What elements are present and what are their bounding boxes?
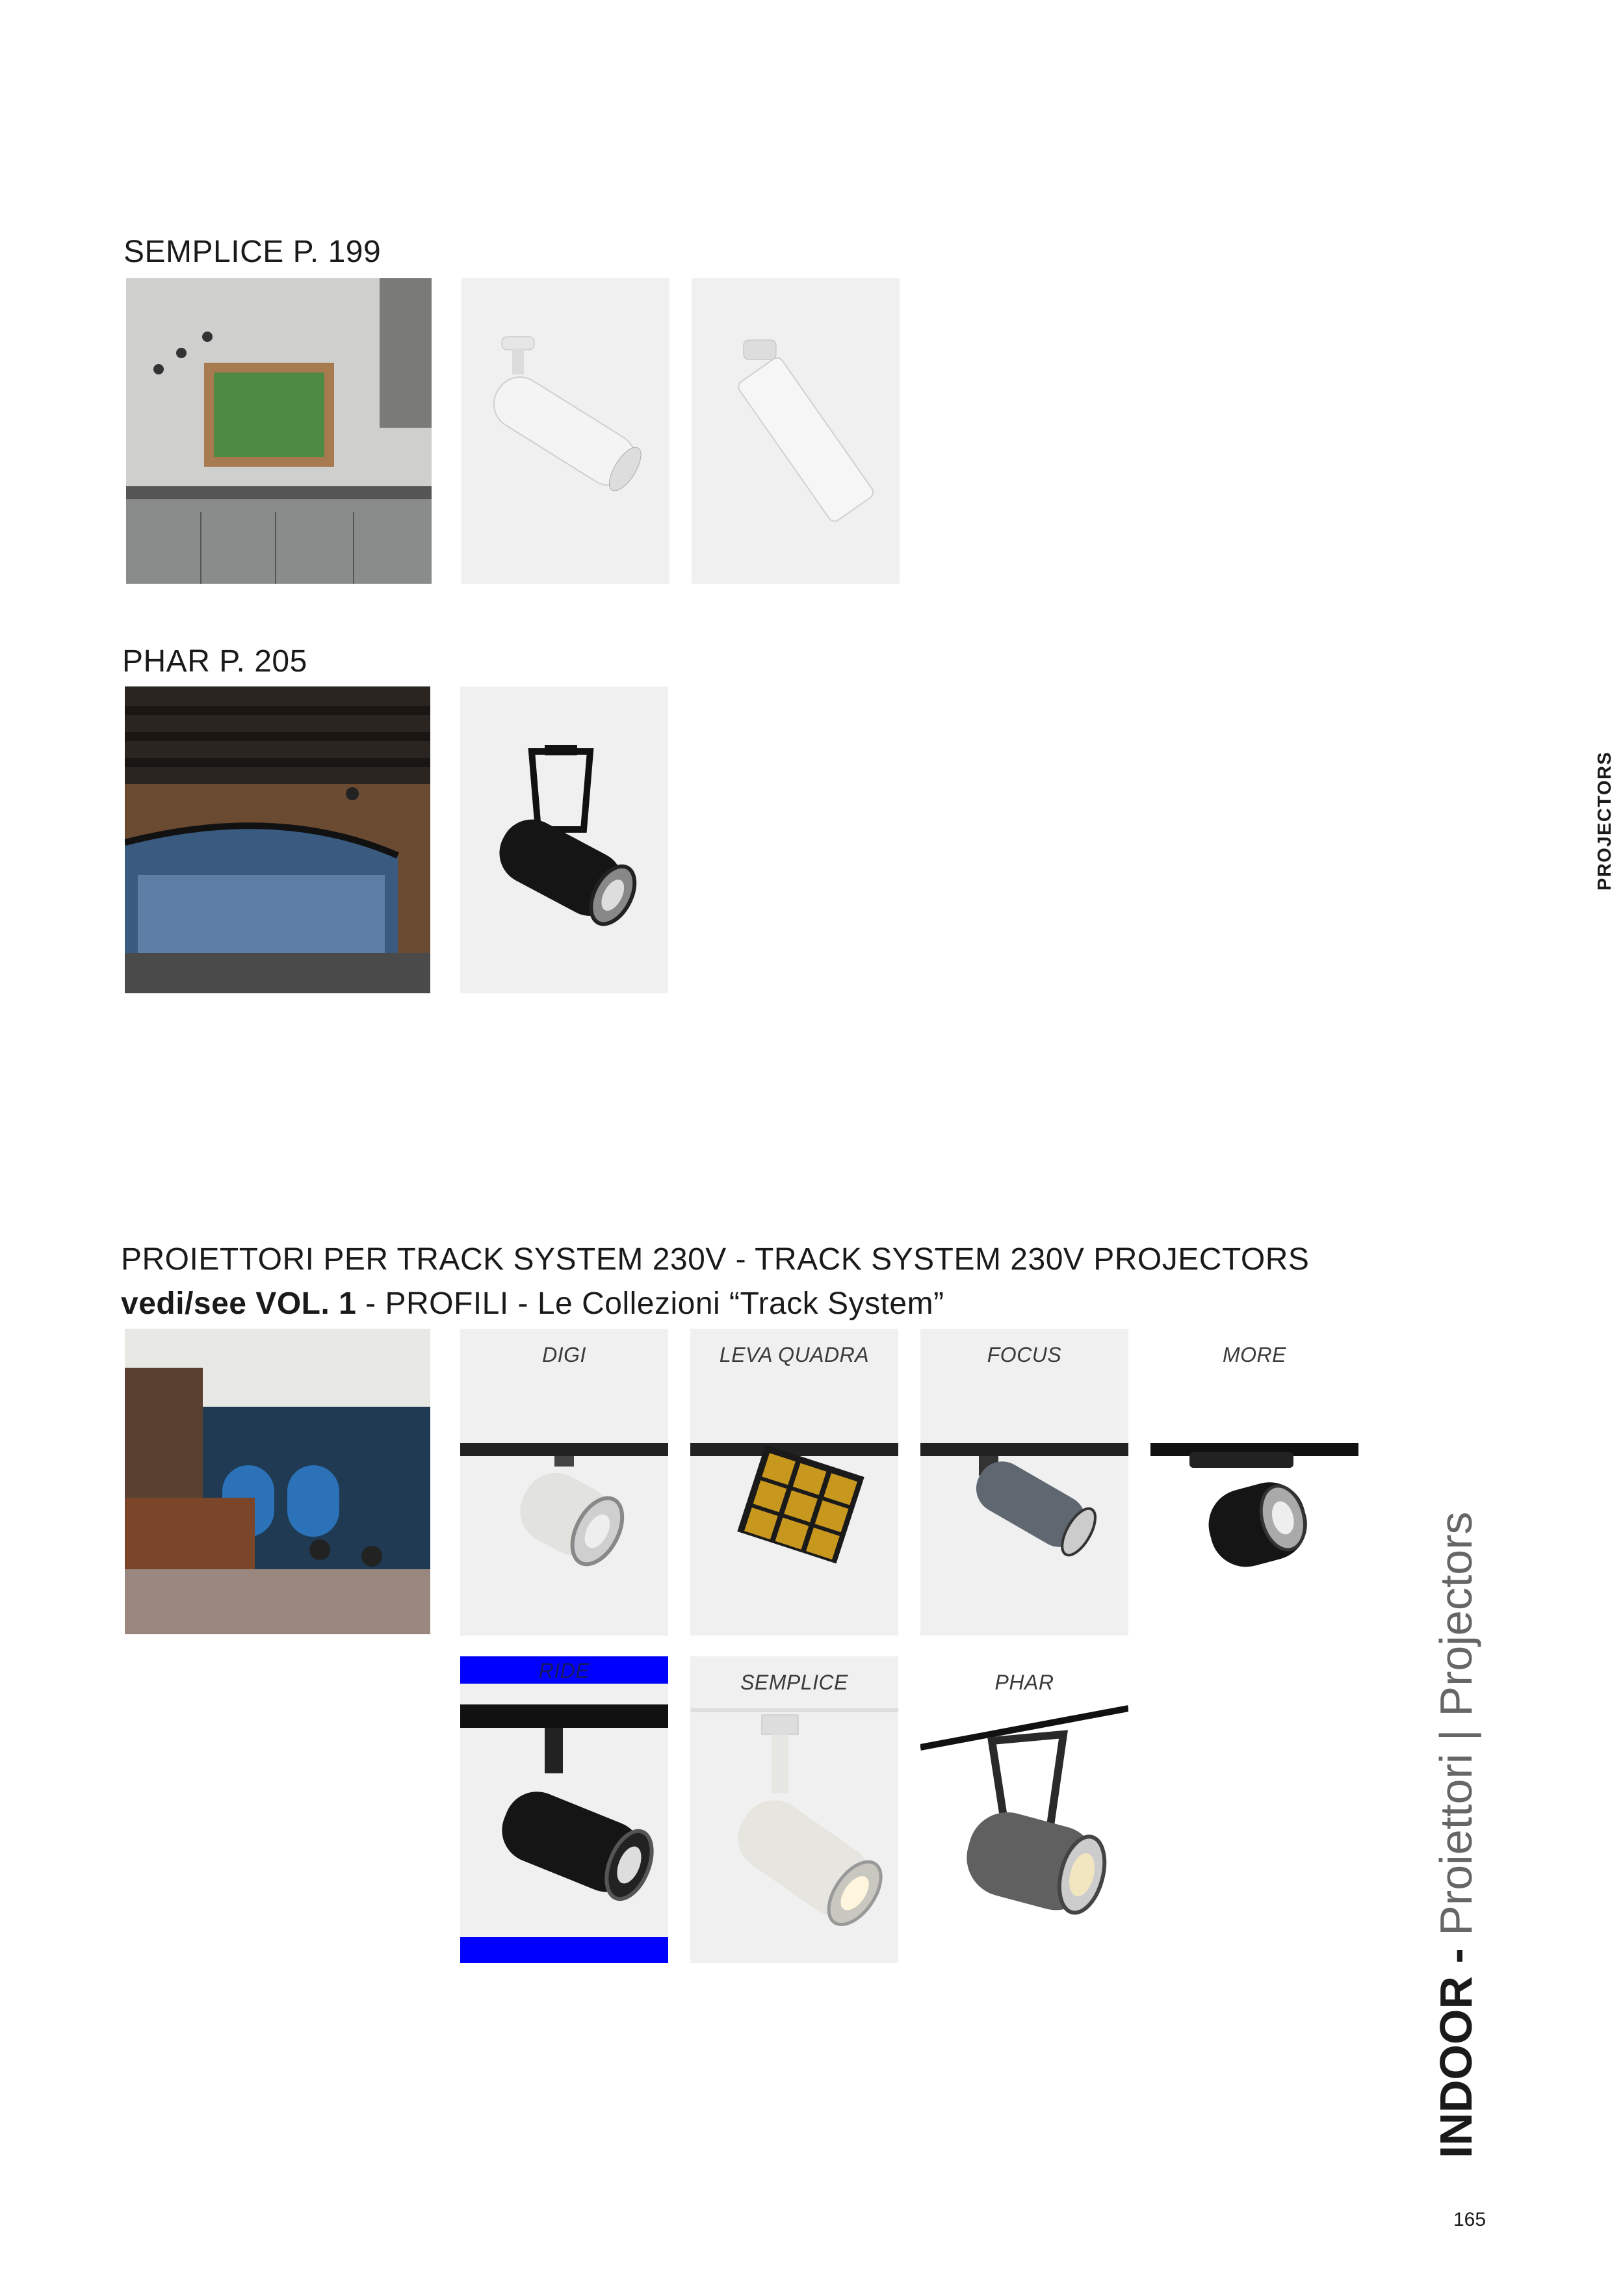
product-tile-phar xyxy=(920,1656,1128,1963)
product-tile-ride xyxy=(460,1656,668,1963)
product-tile-more xyxy=(1150,1329,1358,1636)
chapter-side-title-bold: INDOOR - xyxy=(1431,1935,1481,2158)
product-label-ride: RIDE xyxy=(538,1659,590,1682)
kitchen-photo xyxy=(126,278,432,584)
product-label-phar: PHAR xyxy=(994,1671,1054,1694)
section-subtitle-track xyxy=(121,1286,944,1322)
semplice-product-image-2 xyxy=(692,278,900,584)
chapter-side-title xyxy=(1430,1511,1482,2158)
side-tab-label: PROJECTORS xyxy=(1594,751,1615,891)
product-label-digi: DIGI xyxy=(542,1343,586,1366)
section-title-phar: PHAR P. 205 xyxy=(122,644,307,679)
interior-arch-photo xyxy=(125,686,430,993)
product-label-more: MORE xyxy=(1223,1343,1286,1366)
volume-reference: vedi/see VOL. 1 xyxy=(121,1286,357,1321)
phar-product-image xyxy=(460,686,668,993)
product-label-semplice: SEMPLICE xyxy=(740,1671,848,1694)
product-tile-focus xyxy=(920,1329,1128,1636)
semplice-product-image-1 xyxy=(461,278,669,584)
product-label-leva-quadra: LEVA QUADRA xyxy=(719,1343,870,1366)
collection-reference: - PROFILI - Le Collezioni “Track System” xyxy=(356,1286,944,1321)
product-tile-semplice xyxy=(690,1656,898,1963)
chapter-side-title-light: Proiettori | Projectors xyxy=(1431,1511,1481,1936)
product-label-focus: FOCUS xyxy=(987,1343,1062,1366)
section-title-track: PROIETTORI PER TRACK SYSTEM 230V - TRACK SYSTEM 230V PROJECTORS xyxy=(121,1242,1310,1277)
cafe-interior-photo xyxy=(125,1329,430,1634)
section-title-semplice: SEMPLICE P. 199 xyxy=(123,235,382,269)
product-tile-digi xyxy=(460,1329,668,1636)
page-number: 165 xyxy=(1453,2209,1487,2230)
product-tile-leva-quadra xyxy=(690,1329,898,1636)
